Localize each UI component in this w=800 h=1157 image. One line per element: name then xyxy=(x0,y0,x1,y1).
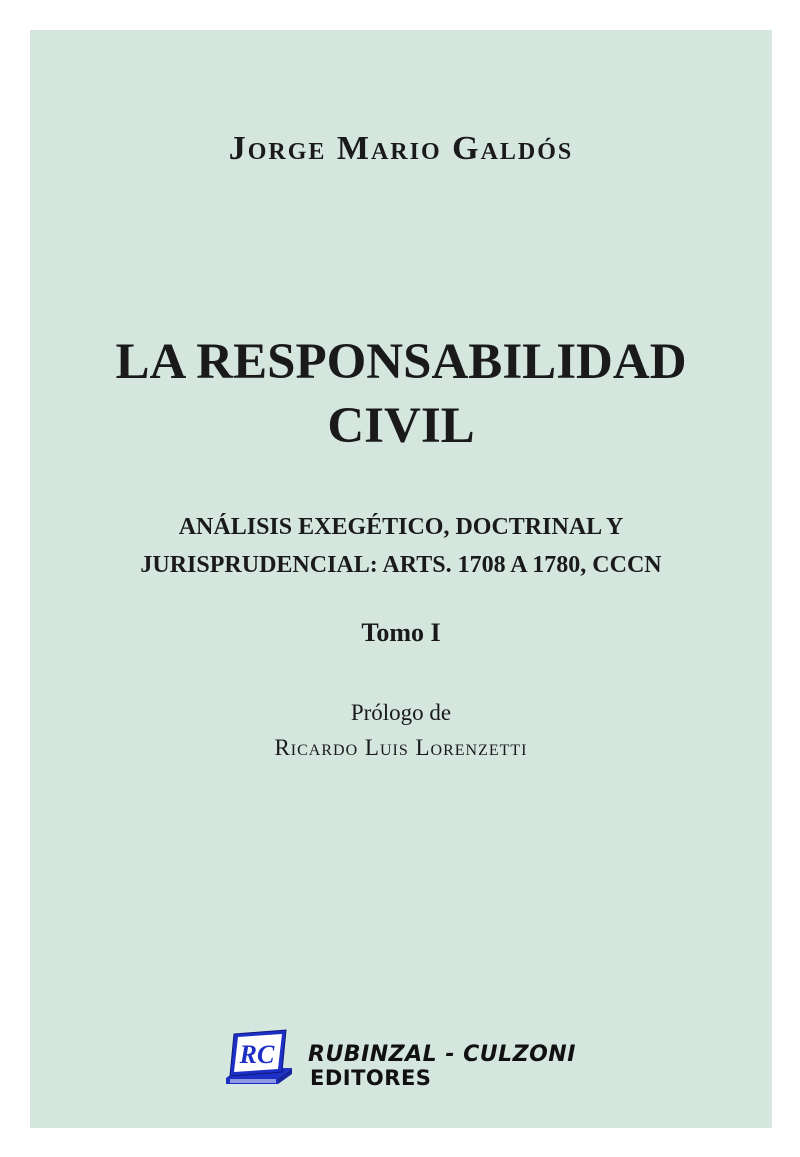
subtitle-line-2: JURISPRUDENCIAL: ARTS. 1708 A 1780, CCCN xyxy=(140,552,662,578)
author-name: Jorge Mario Galdós xyxy=(228,130,574,167)
book-title xyxy=(30,330,772,458)
publisher-subname: EDITORES xyxy=(310,1066,432,1090)
volume-label: Tomo I xyxy=(361,618,441,647)
subtitle-line-1: ANÁLISIS EXEGÉTICO, DOCTRINAL Y xyxy=(178,514,624,540)
book-cover xyxy=(30,30,772,1128)
title-line-1: LA RESPONSABILIDAD xyxy=(115,334,687,390)
title-line-2: CIVIL xyxy=(327,398,475,454)
prologue-author: Ricardo Luis Lorenzetti xyxy=(274,735,528,760)
publisher-logo-icon xyxy=(220,1028,298,1090)
publisher-block xyxy=(220,1028,590,1092)
publisher-name: RUBINZAL - CULZONI xyxy=(308,1042,576,1067)
book-subtitle xyxy=(30,508,772,584)
publisher-logo-text: RC xyxy=(239,1040,275,1069)
prologue-label: Prólogo de xyxy=(350,700,452,725)
